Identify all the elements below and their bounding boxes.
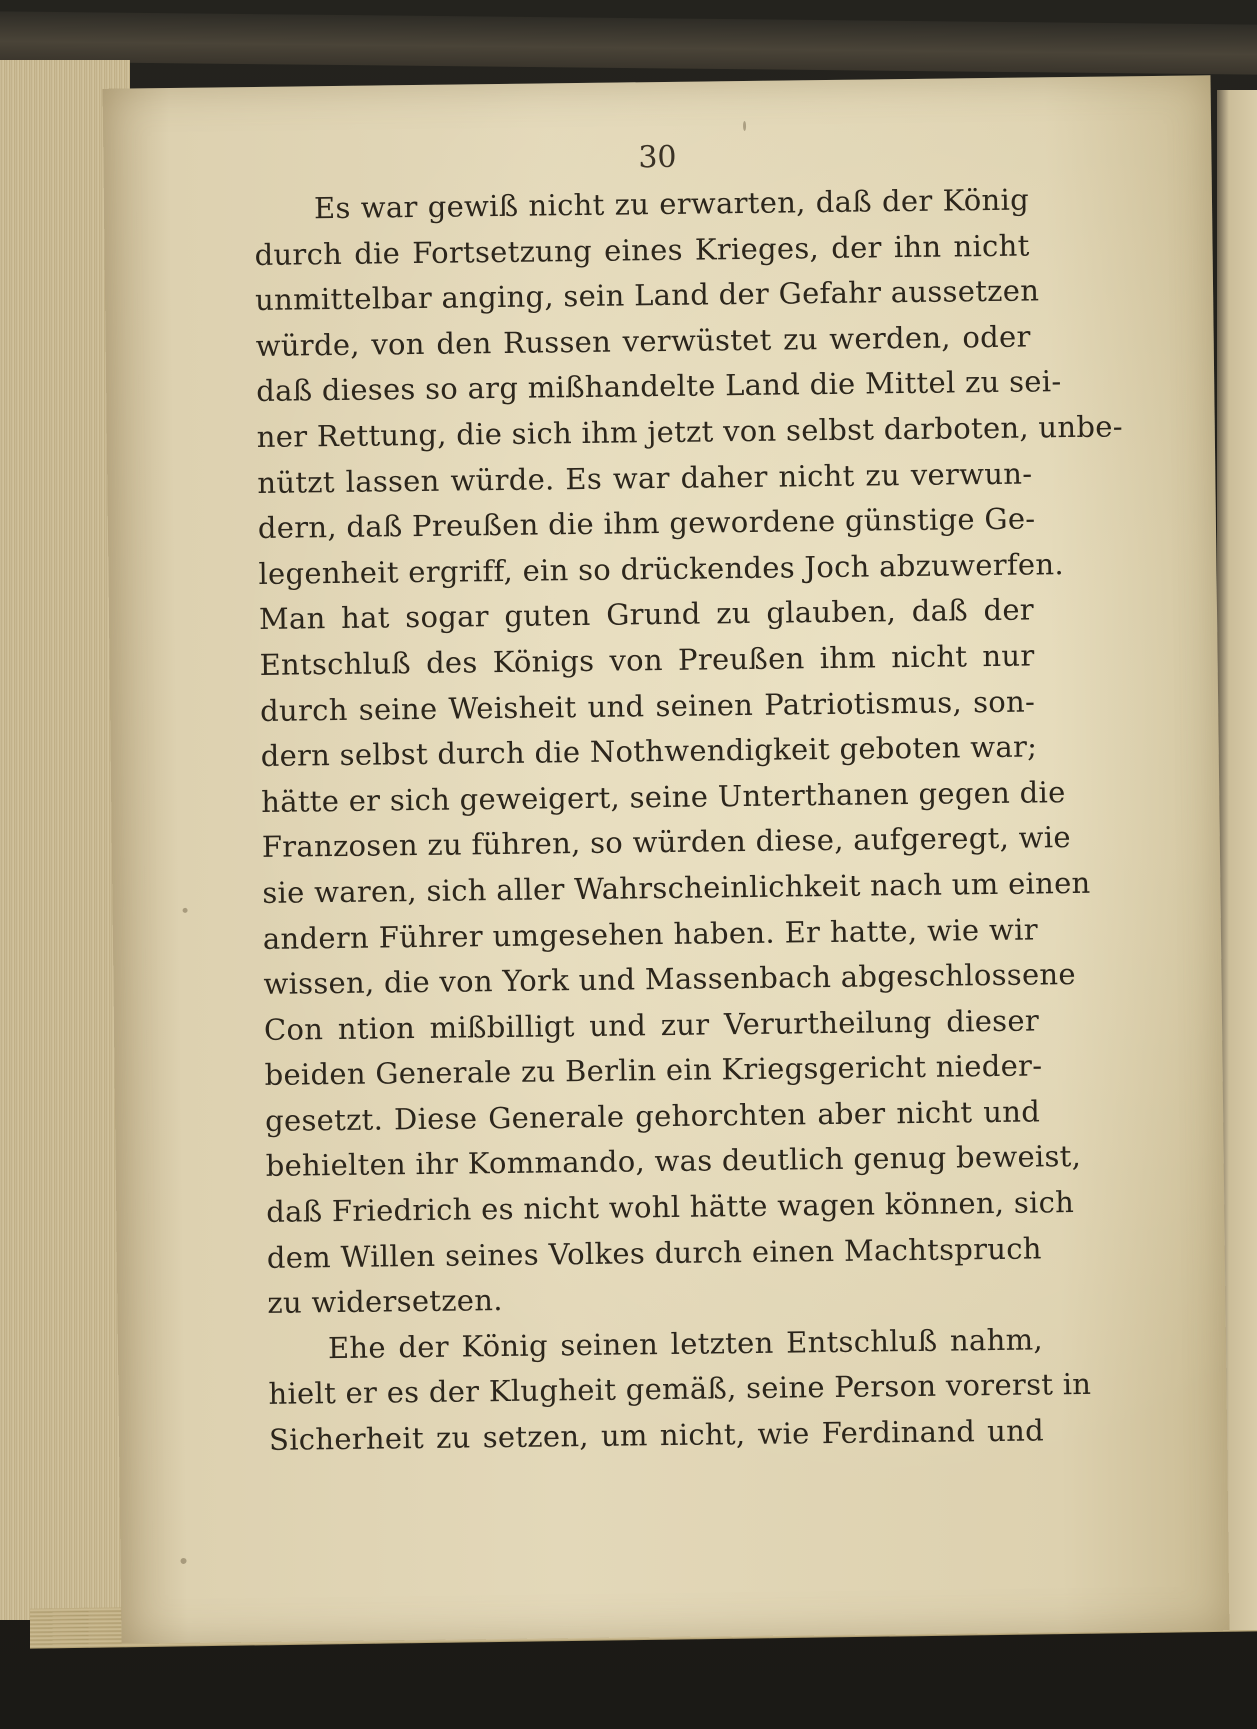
- book-cover-edge: [0, 11, 1257, 74]
- text-line: legenheit ergriff, ein so drückendes Joch abzuwerfen.: [258, 546, 1065, 591]
- text-line: daß Friedrich es nicht wohl hätte wagen können, sich: [266, 1185, 1075, 1229]
- text-line: andern Führer umgesehen haben. Er hatte, wie wir: [262, 911, 1039, 956]
- text-line: Franzosen zu führen, so würden diese, aufgeregt, wie: [261, 820, 1071, 865]
- text-line: Ehe der König seinen letzten Entschluß nahm,: [327, 1322, 1044, 1366]
- text-line: beiden Generale zu Berlin ein Kriegsgericht nieder-: [264, 1048, 1043, 1093]
- text-line: hielt er es der Klugheit gemäß, seine Person vorerst in: [268, 1367, 1092, 1412]
- page-text: [254, 178, 1123, 1464]
- text-line: dern, daß Preußen die ihm gewordene günstige Ge-: [257, 501, 1036, 546]
- page-number: 30: [638, 139, 677, 176]
- text-line: nützt lassen würde. Es war daher nicht zu verwun-: [257, 456, 1033, 500]
- text-line: dem Willen seines Volkes durch einen Machtspruch: [266, 1231, 1042, 1275]
- paper-speck: [180, 1558, 186, 1564]
- text-line: gesetzt. Diese Generale gehorchten aber nicht und: [264, 1094, 1041, 1138]
- paper-speck: [743, 121, 746, 131]
- text-line: hätte er sich geweigert, seine Unterthanen gegen die: [261, 774, 1066, 819]
- text-line: Es war gewiß nicht zu erwarten, daß der König: [313, 182, 1030, 226]
- text-line: Sicherheit zu setzen, um nicht, wie Ferdinand und: [268, 1413, 1045, 1457]
- text-line: zu widersetzen.: [267, 1283, 503, 1321]
- text-line: sie waren, sich aller Wahrscheinlichkeit nach um einen: [262, 865, 1091, 910]
- text-line: unmittelbar anging, sein Land der Gefahr aussetzen: [254, 273, 1040, 318]
- text-line: behielten ihr Kommando, was deutlich genug beweist,: [265, 1139, 1082, 1184]
- text-line: dern selbst durch die Nothwendigkeit geboten war;: [260, 729, 1038, 774]
- paper-speck: [183, 908, 188, 913]
- text-line: daß dieses so arg mißhandelte Land die Mittel zu sei-: [256, 364, 1062, 409]
- text-line: durch die Fortsetzung eines Krieges, der ihn nicht: [254, 228, 1030, 272]
- text-line: Con ntion mißbilligt und zur Verurtheilung dieser: [263, 1003, 1040, 1047]
- text-line: wissen, die von York und Massenbach abgeschlossene: [263, 957, 1077, 1002]
- text-line: ner Rettung, die sich ihm jetzt von selbst darboten, unbe-: [256, 409, 1123, 454]
- text-line: würde, von den Russen verwüstet zu werden, oder: [255, 319, 1031, 363]
- book-page: [103, 75, 1230, 1643]
- text-line: Entschluß des Königs von Preußen ihm nicht nur: [259, 638, 1035, 682]
- text-line: durch seine Weisheit und seinen Patriotismus, son-: [259, 684, 1036, 728]
- text-line: Man hat sogar guten Grund zu glauben, daß der: [258, 592, 1035, 637]
